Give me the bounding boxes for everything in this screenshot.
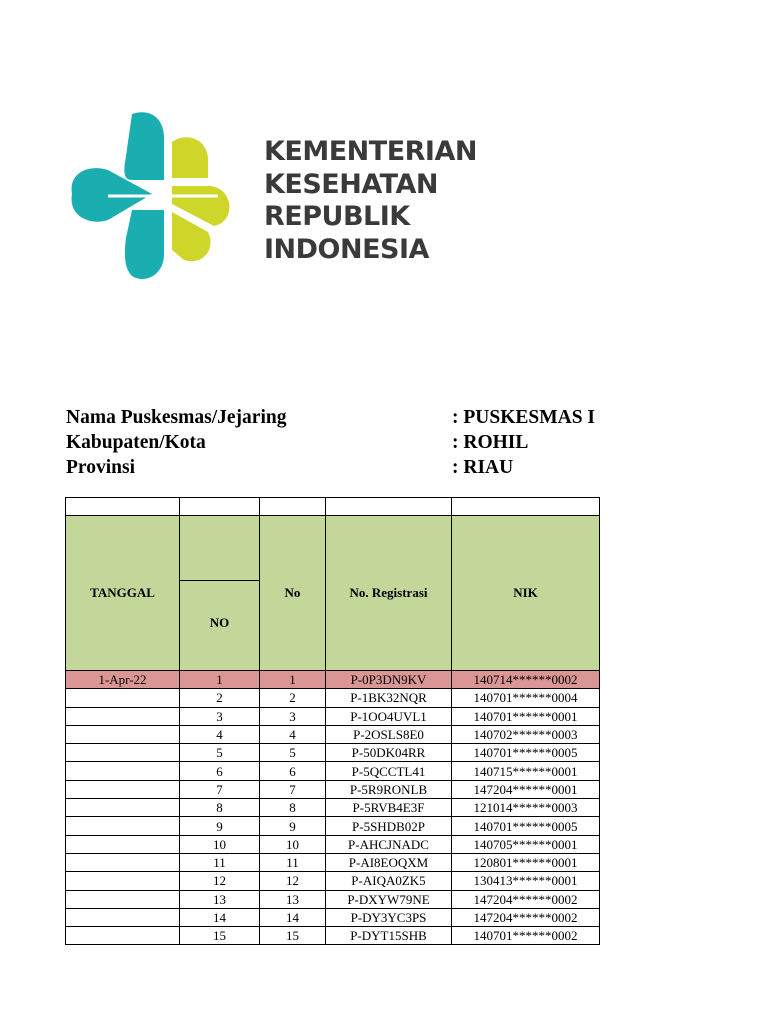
cell-nik: 120801******0001 bbox=[452, 853, 600, 871]
cell-no-registrasi: P-5RVB4E3F bbox=[326, 799, 452, 817]
cell-no-registrasi: P-5SHDB02P bbox=[326, 817, 452, 835]
cell-tanggal bbox=[66, 835, 180, 853]
cell-no-group: 13 bbox=[180, 890, 260, 908]
logo-line-3: REPUBLIK bbox=[264, 201, 410, 232]
cell-no-group: 1 bbox=[180, 671, 260, 689]
cell-nik: 140715******0001 bbox=[452, 762, 600, 780]
registration-table-wrap bbox=[65, 497, 600, 945]
cell-no: 7 bbox=[260, 780, 326, 798]
cell-no: 4 bbox=[260, 725, 326, 743]
table-row bbox=[66, 762, 600, 780]
cell-no-registrasi: P-2OSLS8E0 bbox=[326, 725, 452, 743]
cell-tanggal bbox=[66, 689, 180, 707]
cell-no-group: 9 bbox=[180, 817, 260, 835]
cell-nik: 147204******0001 bbox=[452, 780, 600, 798]
cell-no-group: 12 bbox=[180, 872, 260, 890]
info-row-puskesmas bbox=[66, 405, 626, 430]
cell-nik: 140701******0005 bbox=[452, 744, 600, 762]
cell-no-registrasi: P-DXYW79NE bbox=[326, 890, 452, 908]
header-tanggal: TANGGAL bbox=[66, 516, 180, 671]
cell-nik: 130413******0001 bbox=[452, 872, 600, 890]
cell-no-group: 4 bbox=[180, 725, 260, 743]
emblem-teal-bottom bbox=[125, 210, 164, 279]
cell-nik: 140701******0002 bbox=[452, 927, 600, 945]
header-no-group-label: NO bbox=[209, 614, 230, 630]
header-nik: NIK bbox=[452, 516, 600, 671]
cell-no-registrasi: P-DY3YC3PS bbox=[326, 908, 452, 926]
cell-no-registrasi: P-DYT15SHB bbox=[326, 927, 452, 945]
cell-nik: 140701******0004 bbox=[452, 689, 600, 707]
cell-no: 1 bbox=[260, 671, 326, 689]
cell-no-group: 15 bbox=[180, 927, 260, 945]
logo-line-2: KESEHATAN bbox=[264, 168, 438, 200]
cell-no-registrasi: P-5QCCTL41 bbox=[326, 762, 452, 780]
table-row bbox=[66, 853, 600, 871]
table-row bbox=[66, 890, 600, 908]
facility-info bbox=[66, 405, 626, 480]
table-row bbox=[66, 872, 600, 890]
emblem-teal-top bbox=[124, 112, 164, 180]
table-row bbox=[66, 689, 600, 707]
cell-no: 2 bbox=[260, 689, 326, 707]
cell-tanggal bbox=[66, 707, 180, 725]
cell-nik: 140701******0001 bbox=[452, 707, 600, 725]
cell-no-registrasi: P-1BK32NQR bbox=[326, 689, 452, 707]
cell-tanggal bbox=[66, 725, 180, 743]
info-label: Provinsi bbox=[66, 457, 135, 478]
cell-tanggal bbox=[66, 762, 180, 780]
cell-no-registrasi: P-AIQA0ZK5 bbox=[326, 872, 452, 890]
cell-no-group: 10 bbox=[180, 835, 260, 853]
table-row bbox=[66, 927, 600, 945]
cell-tanggal: 1-Apr-22 bbox=[66, 671, 180, 689]
cell-no: 6 bbox=[260, 762, 326, 780]
logo-wordmark bbox=[264, 136, 477, 266]
logo-line-1: KEMENTERIAN bbox=[264, 136, 477, 167]
registration-table bbox=[65, 497, 600, 945]
cell-no: 12 bbox=[260, 872, 326, 890]
cell-tanggal bbox=[66, 780, 180, 798]
table-spacer-row bbox=[66, 498, 600, 516]
cell-no-registrasi: P-AI8EOQXM bbox=[326, 853, 452, 871]
info-value: : ROHIL bbox=[452, 432, 529, 453]
table-row bbox=[66, 835, 600, 853]
header-no-group bbox=[180, 581, 260, 671]
cell-tanggal bbox=[66, 872, 180, 890]
cell-no: 11 bbox=[260, 853, 326, 871]
table-row bbox=[66, 817, 600, 835]
cell-nik: 121014******0003 bbox=[452, 799, 600, 817]
info-value: : PUSKESMAS I bbox=[452, 407, 596, 428]
kemenkes-emblem-icon bbox=[68, 108, 238, 284]
cell-no-registrasi: P-5R9RONLB bbox=[326, 780, 452, 798]
cell-tanggal bbox=[66, 744, 180, 762]
cell-no: 13 bbox=[260, 890, 326, 908]
cell-tanggal bbox=[66, 799, 180, 817]
header-no-registrasi: No. Registrasi bbox=[326, 516, 452, 671]
table-body bbox=[66, 671, 600, 945]
cell-no-group: 7 bbox=[180, 780, 260, 798]
cell-no-group: 11 bbox=[180, 853, 260, 871]
cell-tanggal bbox=[66, 890, 180, 908]
cell-no-group: 5 bbox=[180, 744, 260, 762]
info-row-provinsi bbox=[66, 455, 626, 480]
header-group-empty bbox=[180, 516, 260, 581]
info-label: Kabupaten/Kota bbox=[66, 432, 206, 453]
logo-line-4: INDONESIA bbox=[264, 233, 429, 265]
table-header-row bbox=[66, 516, 600, 581]
info-row-kabupaten bbox=[66, 430, 626, 455]
table-row bbox=[66, 780, 600, 798]
kemenkes-logo bbox=[68, 108, 477, 288]
cell-no-group: 14 bbox=[180, 908, 260, 926]
cell-no-group: 6 bbox=[180, 762, 260, 780]
table-row bbox=[66, 799, 600, 817]
cell-nik: 140714******0002 bbox=[452, 671, 600, 689]
cell-no: 15 bbox=[260, 927, 326, 945]
cell-tanggal bbox=[66, 853, 180, 871]
table-row bbox=[66, 744, 600, 762]
cell-nik: 147204******0002 bbox=[452, 890, 600, 908]
cell-nik: 140702******0003 bbox=[452, 725, 600, 743]
table-row bbox=[66, 671, 600, 689]
cell-no: 8 bbox=[260, 799, 326, 817]
table-row bbox=[66, 908, 600, 926]
emblem-lime-top bbox=[172, 137, 208, 178]
cell-no: 3 bbox=[260, 707, 326, 725]
table-row bbox=[66, 725, 600, 743]
cell-no-registrasi: P-AHCJNADC bbox=[326, 835, 452, 853]
info-label: Nama Puskesmas/Jejaring bbox=[66, 407, 287, 428]
cell-nik: 140705******0001 bbox=[452, 835, 600, 853]
cell-no: 5 bbox=[260, 744, 326, 762]
cell-no-group: 3 bbox=[180, 707, 260, 725]
cell-nik: 147204******0002 bbox=[452, 908, 600, 926]
cell-tanggal bbox=[66, 927, 180, 945]
cell-no-group: 2 bbox=[180, 689, 260, 707]
cell-nik: 140701******0005 bbox=[452, 817, 600, 835]
cell-no: 10 bbox=[260, 835, 326, 853]
cell-tanggal bbox=[66, 908, 180, 926]
cell-tanggal bbox=[66, 817, 180, 835]
cell-no-registrasi: P-50DK04RR bbox=[326, 744, 452, 762]
table-row bbox=[66, 707, 600, 725]
header-no: No bbox=[260, 516, 326, 671]
cell-no: 14 bbox=[260, 908, 326, 926]
cell-no-registrasi: P-0P3DN9KV bbox=[326, 671, 452, 689]
cell-no-registrasi: P-1OO4UVL1 bbox=[326, 707, 452, 725]
cell-no: 9 bbox=[260, 817, 326, 835]
info-value: : RIAU bbox=[452, 457, 514, 478]
cell-no-group: 8 bbox=[180, 799, 260, 817]
